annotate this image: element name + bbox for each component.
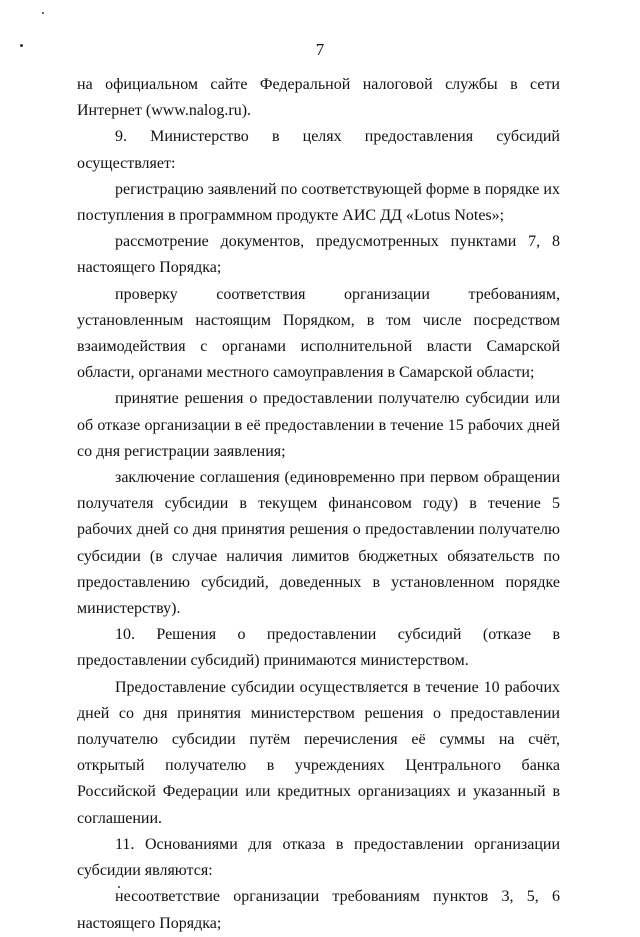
- paragraph-item-9: 9. Министерство в целях предоставления субсидий осуществляет:: [77, 128, 560, 172]
- paragraph-decision: принятие решения о предоставлении получателю субсидии или об отказе организации в её предоставлении в течение 15 рабочих дней со дня регистрации заявления;: [77, 390, 560, 460]
- paragraph-compliance-check: проверку соответствия организации требованиям, установленным настоящим Порядком, в том числе посредством взаимодействия с органами исполнительной власти Самарской области, органами местного самоуправления в Самарской области;: [77, 285, 560, 382]
- paragraph-website-continuation: на официальном сайте Федеральной налоговой службы в сети Интернет (www.nalog.ru).: [77, 76, 560, 120]
- page-number: 7: [315, 40, 325, 59]
- paragraph-agreement: заключение соглашения (единовременно при первом обращении получателя субсидии в текущем финансовом году) в течение 5 рабочих дней со дня принятия решения о предоставлении получателю субсидии (в случае наличия лимитов бюджетных обязательств по предоставлению субсидий, доведенных в установленном порядке министерству).: [77, 469, 560, 618]
- paragraph-item-10: 10. Решения о предоставлении субсидий (отказе в предоставлении субсидий) принимаются министерством.: [77, 626, 560, 670]
- paragraph-noncompliance: несоответствие организации требованиям пунктов 3, 5, 6 настоящего Порядка;: [77, 888, 560, 932]
- paragraph-payment: Предоставление субсидии осуществляется в течение 10 рабочих дней со дня принятия министерством решения о предоставлении получателю субсидии путём перечисления её суммы на счёт, открытый получателю в учреждениях Центрального банка Российской Федерации или кредитных организациях и указанный в соглашении.: [77, 678, 560, 827]
- scan-artifact: [42, 12, 44, 14]
- paragraph-review-documents: рассмотрение документов, предусмотренных пунктами 7, 8 настоящего Порядка;: [77, 233, 560, 277]
- paragraph-item-11: 11. Основаниями для отказа в предоставлении организации субсидии являются:: [77, 835, 560, 880]
- paragraph-registration: регистрацию заявлений по соответствующей форме в порядке их поступления в программном продукте АИС ДД «Lotus Notes»;: [77, 180, 560, 225]
- document-body: [77, 72, 560, 937]
